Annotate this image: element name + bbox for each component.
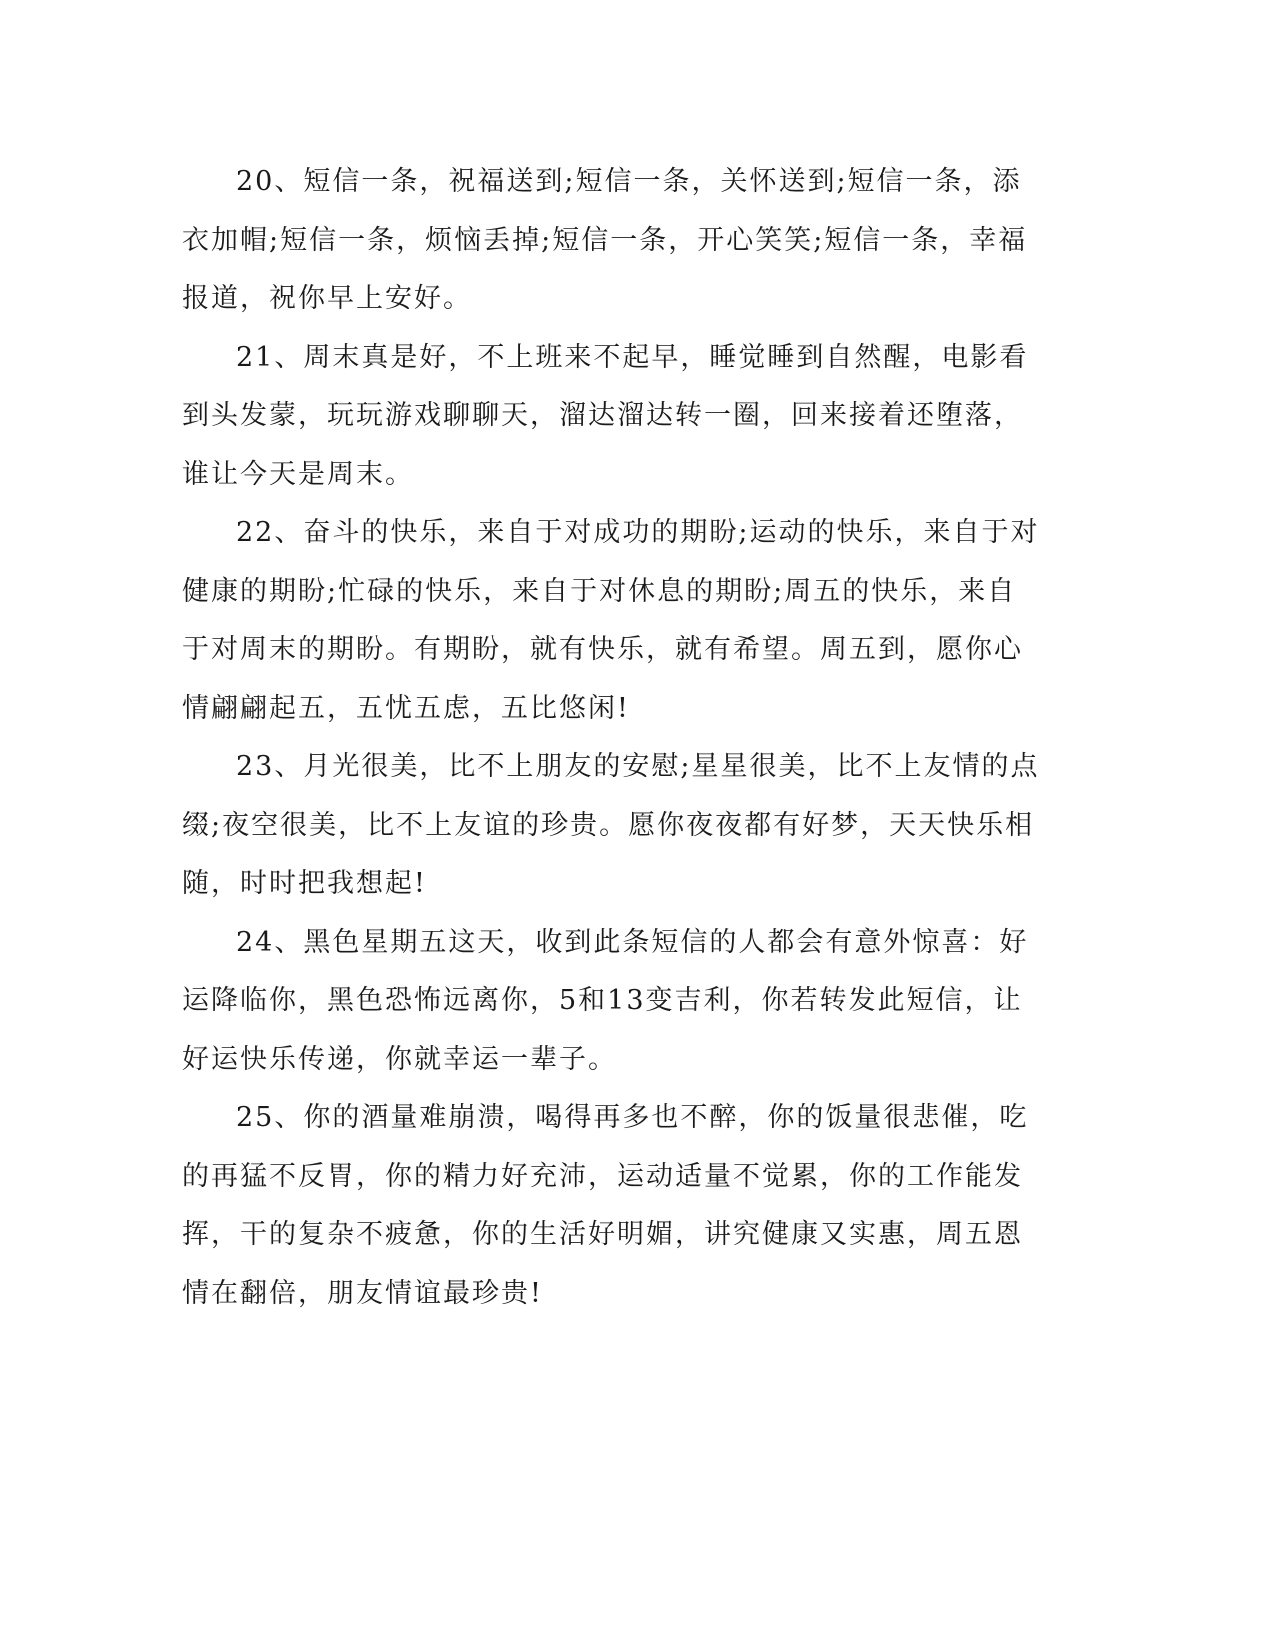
paragraph-25: 25、你的酒量难崩溃，喝得再多也不醉，你的饭量很悲催，吃的再猛不反胃，你的精力好充沛，运动适量不觉累，你的工作能发挥，干的复杂不疲惫，你的生活好明媚，讲究健康又实惠，周五恩情在翻倍，朋友情谊最珍贵!	[182, 1102, 1029, 1309]
paragraph-21: 21、周末真是好，不上班来不起早，睡觉睡到自然醒，电影看到头发蒙，玩玩游戏聊聊天，溜达溜达转一圈，回来接着还堕落，谁让今天是周末。	[182, 341, 1029, 490]
paragraph-20: 20、短信一条，祝福送到;短信一条，关怀送到;短信一条，添衣加帽;短信一条，烦恼丢掉;短信一条，开心笑笑;短信一条，幸福报道，祝你早上安好。	[182, 166, 1028, 314]
paragraph-23: 23、月光很美，比不上朋友的安慰;星星很美，比不上友情的点缀;夜空很美，比不上友谊的珍贵。愿你夜夜都有好梦，天天快乐相随，时时把我想起!	[182, 751, 1040, 899]
document-body	[182, 153, 1042, 1323]
paragraph-24: 24、黑色星期五这天，收到此条短信的人都会有意外惊喜：好运降临你，黑色恐怖远离你，5和13变吉利，你若转发此短信，让好运快乐传递，你就幸运一辈子。	[182, 926, 1029, 1075]
paragraph-22: 22、奋斗的快乐，来自于对成功的期盼;运动的快乐，来自于对健康的期盼;忙碌的快乐，来自于对休息的期盼;周五的快乐，来自于对周末的期盼。有期盼，就有快乐，就有希望。周五到，愿你心情翩翩起五，五忧五虑，五比悠闲!	[182, 517, 1040, 724]
